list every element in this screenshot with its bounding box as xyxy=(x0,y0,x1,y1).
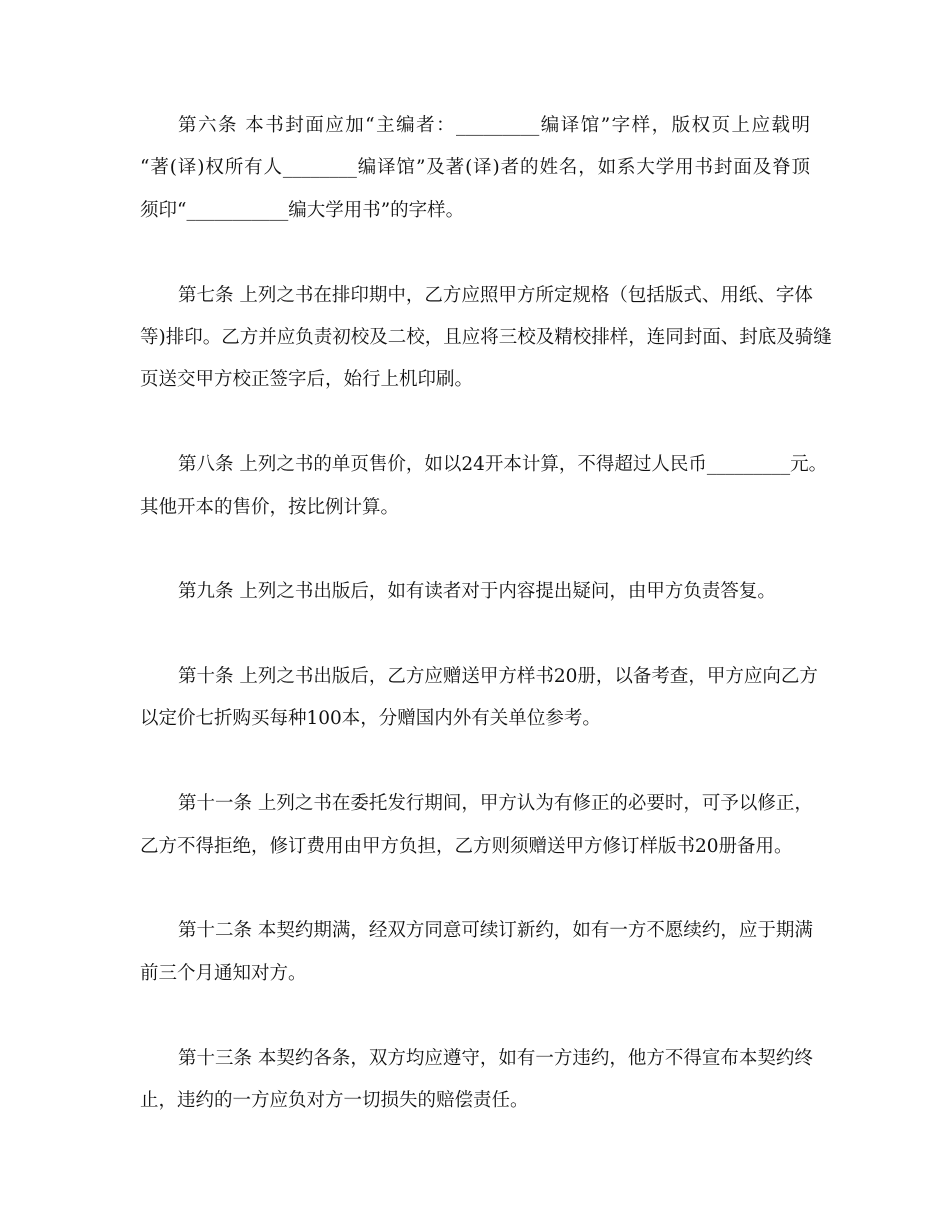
paragraph-line: 以定价七折购买每种100本，分赠国内外有关单位参考。 xyxy=(140,708,601,730)
clause-11 xyxy=(140,783,813,868)
clause-13 xyxy=(140,1038,813,1123)
paragraph-line: 第十条 上列之书出版后，乙方应赠送甲方样书20册，以备考查，甲方应向乙方 xyxy=(178,666,818,688)
clause-6 xyxy=(140,105,810,232)
paragraph-line: 第六条 本书封面应加“主编者：_________编译馆”字样，版权页上应载明 xyxy=(178,115,810,136)
paragraph-line: 第八条 上列之书的单页售价，如以24开本计算，不得超过人民币_________元。 xyxy=(178,454,828,476)
clause-7 xyxy=(140,275,832,402)
paragraph-line: 等)排印。乙方并应负责初校及二校，且应将三校及精校排样，连同封面、封底及骑缝 xyxy=(140,326,832,348)
clause-9 xyxy=(140,571,810,613)
paragraph-line: 第十一条 上列之书在委托发行期间，甲方认为有修正的必要时，可予以修正， xyxy=(178,793,813,815)
document-body xyxy=(140,105,832,1165)
paragraph-line: 前三个月通知对方。 xyxy=(140,962,307,984)
clause-12 xyxy=(140,910,813,995)
paragraph-line: 乙方不得拒绝，修订费用由甲方负担，乙方则须赠送甲方修订样版书20册备用。 xyxy=(140,835,793,857)
clause-10 xyxy=(140,656,818,741)
paragraph-line: 页送交甲方校正签字后，始行上机印刷。 xyxy=(140,369,474,391)
paragraph-line: 其他开本的售价，按比例计算。 xyxy=(140,496,400,518)
paragraph-line: 第七条 上列之书在排印期中，乙方应照甲方所定规格（包括版式、用纸、字体 xyxy=(178,284,813,306)
paragraph-line: 第十三条 本契约各条，双方均应遵守，如有一方违约，他方不得宣布本契约终 xyxy=(178,1047,813,1069)
paragraph-line: 第十二条 本契约期满，经双方同意可续订新约，如有一方不愿续约，应于期满 xyxy=(178,920,813,942)
paragraph-line: 须印“___________编大学用书”的字样。 xyxy=(140,199,465,221)
paragraph-line: “著(译)权所有人________编译馆”及著(译)者的姓名，如系大学用书封面及脊顶 xyxy=(140,157,810,179)
clause-8 xyxy=(140,444,828,529)
paragraph-line: 止，违约的一方应负对方一切损失的赔偿责任。 xyxy=(140,1089,529,1111)
paragraph-line: 第九条 上列之书出版后，如有读者对于内容提出疑问，由甲方负责答复。 xyxy=(178,581,776,603)
